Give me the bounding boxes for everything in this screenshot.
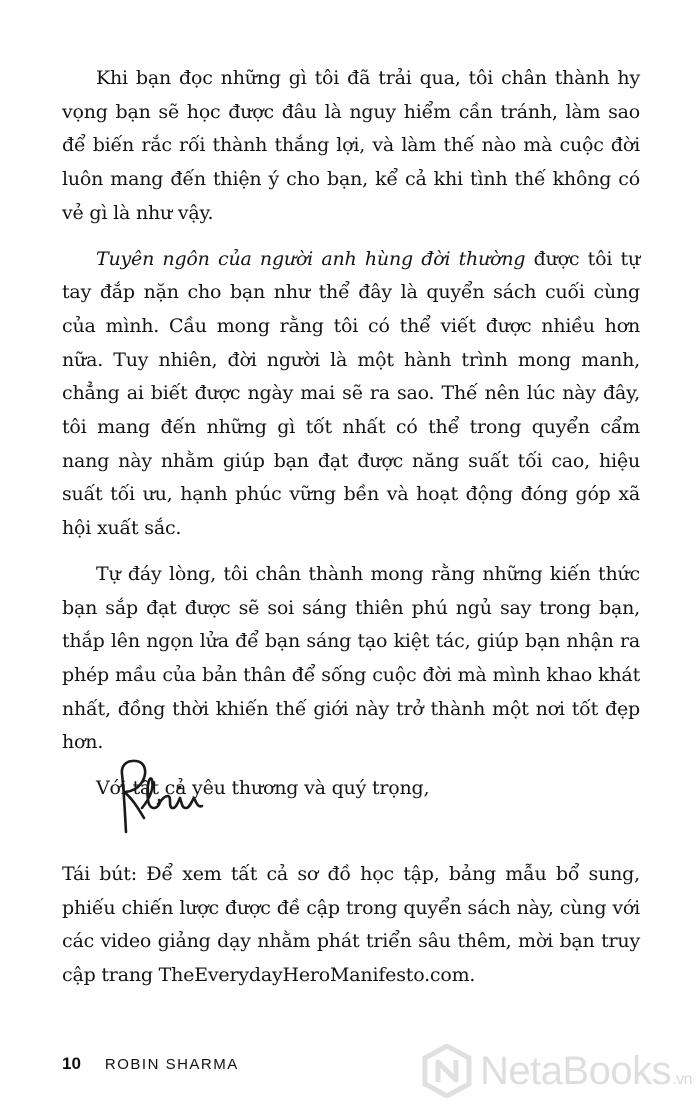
watermark-suffix: .vn [672,1070,692,1088]
postscript: Tái bút: Để xem tất cả sơ đồ học tập, bảng mẫu bổ sung, phiếu chiến lược được đề cập trong quyển sách này, cùng với các video giảng dạy nhằm phát triển sâu thêm, mời bạn truy cập trang TheEverydayHeroManifesto.com. [62,863,640,987]
paragraph-1: Khi bạn đọc những gì tôi đã trải qua, tôi chân thành hy vọng bạn sẽ học được đâu là nguy hiểm cần tránh, làm sao để biến rắc rối thành thắng lợi, và làm thế nào mà cuộc đời luôn mang đến thiện ý cho bạn, kể cả khi tình thế không có vẻ gì là như vậy. [62,67,640,224]
paragraph-2 [62,243,640,546]
netabooks-logo-icon [422,1044,472,1098]
page-body [62,62,640,806]
paragraph-3: Tự đáy lòng, tôi chân thành mong rằng những kiến thức bạn sắp đạt được sẽ soi sáng thiên phú ngủ say trong bạn, thắp lên ngọn lửa để bạn sáng tạo kiệt tác, giúp bạn nhận ra phép mầu của bản thân để sống cuộc đời mà mình khao khát nhất, đồng thời khiến thế giới này trở thành một nơi tốt đẹp hơn. [62,562,640,754]
running-author: ROBIN SHARMA [104,1056,239,1073]
watermark [422,1044,692,1098]
watermark-text [480,1049,692,1094]
signature-image [112,752,212,842]
closing-line: Với tất cả yêu thương và quý trọng, [96,777,430,800]
page-number: 10 [62,1054,81,1073]
watermark-brand: NetaBooks [479,1048,672,1093]
paragraph-2-text: được tôi tự tay đắp nặn cho bạn như thể đây là quyển sách cuối cùng của mình. Cầu mong rằng tôi có thể viết được nhiều hơn nữa. Tuy nhiên, đời người là một hành trình mong manh, chẳng ai biết được ngày mai sẽ ra sao. Thế nên lúc này đây, tôi mang đến những gì tốt nhất có thể trong quyển cẩm nang này nhằm giúp bạn đạt được năng suất tối cao, hiệu suất tối ưu, hạnh phúc vững bền và hoạt động đóng góp xã hội xuất sắc. [62,247,640,540]
page-footer [62,1054,239,1074]
book-title: Tuyên ngôn của người anh hùng đời thường [96,247,526,270]
